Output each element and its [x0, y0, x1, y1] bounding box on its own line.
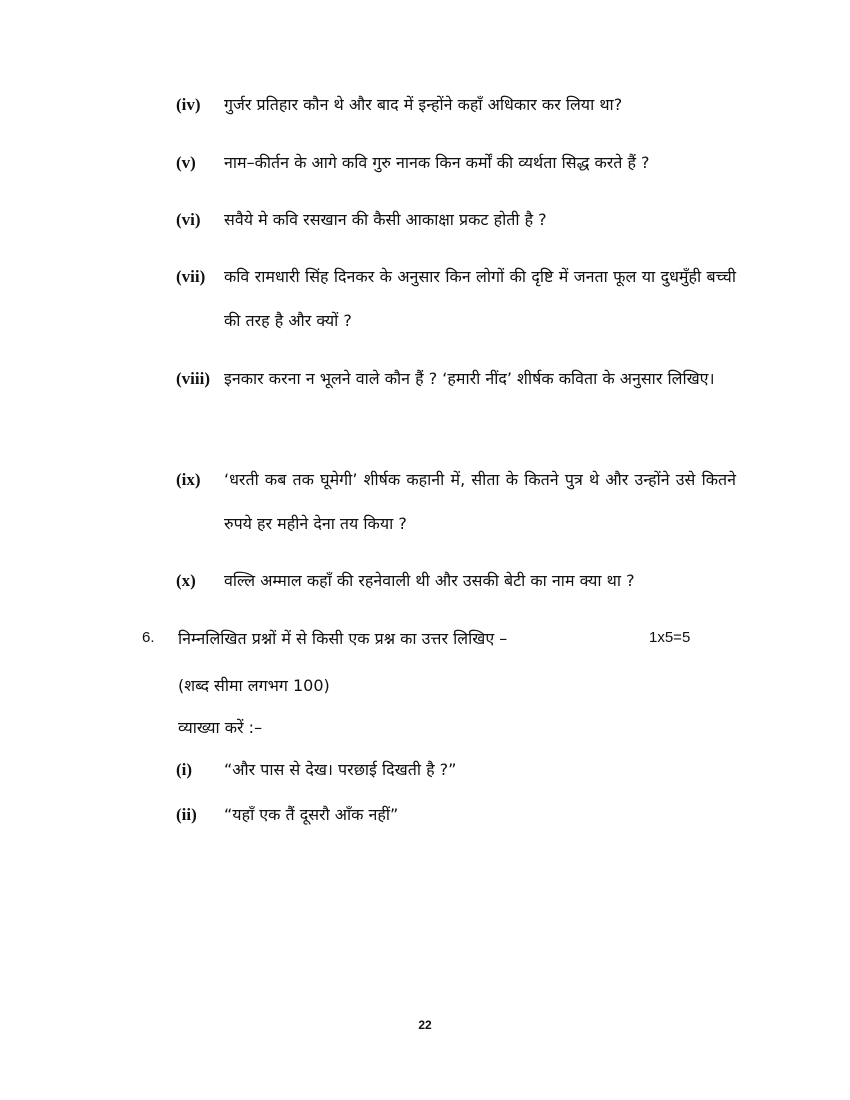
question-number: (x)	[176, 571, 196, 590]
explain-prompt: व्याख्या करें :–	[178, 718, 263, 737]
section-instruction: निम्नलिखित प्रश्नों में से किसी एक प्रश्न का उत्तर लिखिए –	[178, 629, 508, 648]
page-number: 22	[418, 1018, 432, 1032]
option-number: (ii)	[176, 805, 197, 824]
question-text: कवि रामधारी सिंह दिनकर के अनुसार किन लोगों की दृष्टि में जनता फूल या दुधमुँही बच्ची की तरह है और क्यों ?	[224, 267, 736, 330]
question-ix	[176, 458, 736, 546]
question-text: नाम–कीर्तन के आगे कवि गुरु नानक किन कर्मों की व्यर्थता सिद्ध करते हैं ?	[224, 153, 650, 172]
option-text: “यहाँ एक तैं दूसरौ आँक नहीं”	[224, 805, 399, 824]
question-text: वल्लि अम्माल कहाँ की रहनेवाली थी और उसकी बेटी का नाम क्या था ?	[224, 571, 635, 590]
section-number: 6.	[142, 629, 155, 646]
question-number: (vii)	[176, 267, 206, 286]
question-number: (ix)	[176, 470, 201, 489]
word-limit: (शब्द सीमा लगभग 100)	[178, 676, 330, 695]
option-i	[176, 748, 736, 792]
question-number: (vi)	[176, 210, 201, 229]
question-vii	[176, 255, 736, 343]
option-number: (i)	[176, 760, 193, 779]
question-iv	[176, 83, 736, 127]
question-v	[176, 141, 736, 185]
question-vi	[176, 198, 736, 242]
question-text: ‘धरती कब तक घूमेगी’ शीर्षक कहानी में, सीता के कितने पुत्र थे और उन्होंने उसे कितने रुपये हर महीने देना तय किया ?	[224, 470, 736, 533]
option-ii	[176, 793, 736, 837]
question-x	[176, 559, 736, 603]
question-number: (viii)	[176, 369, 210, 388]
question-number: (iv)	[176, 95, 201, 114]
section-marks: 1x5=5	[649, 629, 691, 646]
option-text: “और पास से देख। परछाई दिखती है ?”	[224, 760, 457, 779]
question-text: इनकार करना न भूलने वाले कौन हैं ? ‘हमारी नींद’ शीर्षक कविता के अनुसार लिखिए।	[224, 369, 715, 388]
question-number: (v)	[176, 153, 196, 172]
question-text: गुर्जर प्रतिहार कौन थे और बाद में इन्होंने कहाँ अधिकार कर लिया था?	[224, 95, 623, 114]
question-text: सवैये मे कवि रसखान की कैसी आकाक्षा प्रकट होती है ?	[224, 210, 547, 229]
question-viii	[176, 357, 736, 401]
